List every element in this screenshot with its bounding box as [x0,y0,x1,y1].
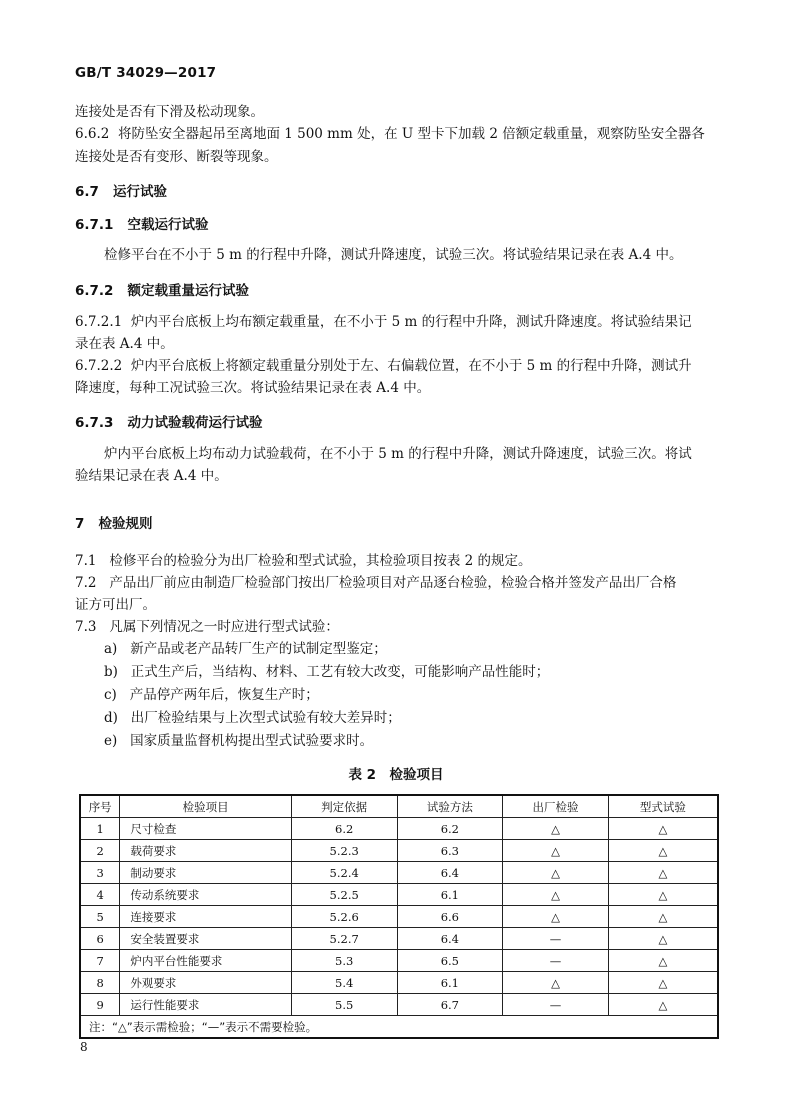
section-title: 运行试验 [113,184,168,200]
table-cell: 5.5 [291,994,397,1016]
section-6-7-3-heading [75,411,263,431]
table-cell: 6.1 [397,972,503,994]
column-header: 型式试验 [608,795,718,818]
table-cell: 6.3 [397,840,503,862]
table-row [80,862,718,884]
table-cell: 6.6 [397,906,503,928]
table-cell: 6.2 [291,818,397,840]
list-text: 新产品或老产品转厂生产的试制定型鉴定； [130,641,387,657]
section-title: 空载运行试验 [127,217,209,233]
paragraph-line: 连接处是否有变形、断裂等现象。 [75,149,278,165]
table-cell: △ [503,840,609,862]
list-text: 国家质量监督机构提出型式试验要求时。 [130,733,374,749]
clause-6-7-2-2 [75,355,692,377]
table-cell: △ [608,906,718,928]
clause-text: 炉内平台底板上均布额定载重量，在不小于 5 m 的行程中升降，测试升降速度。将试验结果记 [130,314,692,330]
table-cell: 安全装置要求 [120,928,291,950]
clause-number: 7.1 [75,553,97,569]
list-item [104,684,319,706]
table-row [80,972,718,994]
table-cell: △ [608,928,718,950]
table-cell: 6.2 [397,818,503,840]
column-header: 试验方法 [397,795,503,818]
table-cell: 3 [80,862,120,884]
clause-text: 炉内平台底板上将额定载重量分别处于左、右偏载位置，在不小于 5 m 的行程中升降，测试升 [130,358,692,374]
table-cell: 炉内平台性能要求 [120,950,291,972]
table-cell: 9 [80,994,120,1016]
table-cell: 5.2.4 [291,862,397,884]
table-caption: 表 2 检验项目 [348,767,444,783]
table-cell: — [503,950,609,972]
inspection-items-table [79,794,719,1039]
table-row [80,840,718,862]
table-cell: 制动要求 [120,862,291,884]
table-row [80,818,718,840]
clause-text: 凡属下列情况之一时应进行型式试验： [109,619,339,635]
table-cell: 7 [80,950,120,972]
section-number: 6.7.2 [75,283,114,299]
section-number: 6.7.1 [75,217,114,233]
table-row [80,994,718,1016]
clause-7-1 [75,550,532,572]
table-row [80,928,718,950]
table-cell: 6 [80,928,120,950]
table-cell: △ [503,818,609,840]
table-cell: △ [608,972,718,994]
paragraph-line: 录在表 A.4 中。 [75,336,174,352]
table-cell: 尺寸检查 [120,818,291,840]
table-cell: 5.2.3 [291,840,397,862]
list-item [104,638,387,660]
table-cell: 传动系统要求 [120,884,291,906]
table-cell: 6.4 [397,928,503,950]
paragraph-line: 降速度，每种工况试验三次。将试验结果记录在表 A.4 中。 [75,380,431,396]
table-cell: 外观要求 [120,972,291,994]
section-6-7-2-heading [75,279,249,299]
table-cell: 5 [80,906,120,928]
list-label: e) [104,733,118,749]
table-note-row [80,1016,718,1039]
section-6-7-1-heading [75,213,209,233]
table-cell: — [503,928,609,950]
section-number: 6.7 [75,184,99,200]
table-cell: — [503,994,609,1016]
clause-number: 7.3 [75,619,97,635]
table-cell: 连接要求 [120,906,291,928]
paragraph-line: 炉内平台底板上均布动力试验载荷，在不小于 5 m 的行程中升降，测试升降速度，试验三次。将试 [104,446,692,462]
table-cell: 6.5 [397,950,503,972]
table-cell: △ [608,818,718,840]
column-header: 检验项目 [120,795,291,818]
table-cell: △ [503,906,609,928]
list-item [104,707,401,729]
table-cell: △ [608,862,718,884]
table-cell: 载荷要求 [120,840,291,862]
column-header: 序号 [80,795,120,818]
list-label: a) [104,641,118,657]
clause-6-7-2-1 [75,311,692,333]
clause-7-3 [75,616,339,638]
table-row [80,950,718,972]
table-cell: 8 [80,972,120,994]
page-number: 8 [80,1040,88,1054]
list-item [104,730,373,752]
clause-6-6-2 [75,123,705,145]
table-cell: 5.4 [291,972,397,994]
table-cell: △ [503,862,609,884]
section-title: 检验规则 [98,516,153,532]
clause-text: 将防坠安全器起吊至离地面 1 500 mm 处，在 U 型卡下加载 2 倍额定载重量，观察防坠安全器各 [117,126,705,142]
list-label: d) [104,710,118,726]
table-cell: 1 [80,818,120,840]
paragraph-line: 连接处是否有下滑及松动现象。 [75,104,264,120]
table-cell: △ [608,950,718,972]
column-header: 判定依据 [291,795,397,818]
table-row [80,906,718,928]
table-cell: △ [608,840,718,862]
section-7-heading [75,512,153,532]
table-note: 注：“△”表示需检验；“—”表示不需要检验。 [80,1016,718,1039]
list-text: 正式生产后，当结构、材料、工艺有较大改变，可能影响产品性能时； [130,664,550,680]
standard-code-header: GB/T 34029—2017 [75,65,217,81]
table-cell: 2 [80,840,120,862]
clause-number: 6.7.2.2 [75,358,123,374]
paragraph-line: 验结果记录在表 A.4 中。 [75,468,228,484]
paragraph-line: 检修平台在不小于 5 m 的行程中升降，测试升降速度，试验三次。将试验结果记录在表 A.4 中。 [104,247,683,263]
list-item [104,661,549,683]
table-cell: 5.2.6 [291,906,397,928]
section-title: 动力试验载荷运行试验 [127,415,263,431]
table-cell: 5.2.5 [291,884,397,906]
table-cell: 4 [80,884,120,906]
table-cell: 6.4 [397,862,503,884]
section-number: 6.7.3 [75,415,114,431]
table-cell: △ [503,884,609,906]
table-cell: △ [503,972,609,994]
table-cell: △ [608,994,718,1016]
paragraph-line: 证方可出厂。 [75,597,156,613]
clause-number: 6.6.2 [75,126,110,142]
section-number: 7 [75,516,85,532]
table-cell: 5.3 [291,950,397,972]
table-row [80,884,718,906]
clause-number: 6.7.2.1 [75,314,123,330]
clause-number: 7.2 [75,575,97,591]
clause-7-2 [75,572,676,594]
list-text: 产品停产两年后，恢复生产时； [129,687,319,703]
column-header: 出厂检验 [503,795,609,818]
table-header-row [80,795,718,818]
table-cell: 5.2.7 [291,928,397,950]
list-text: 出厂检验结果与上次型式试验有较大差异时； [130,710,401,726]
table-cell: 运行性能要求 [120,994,291,1016]
table-cell: △ [608,884,718,906]
table-cell: 6.7 [397,994,503,1016]
list-label: b) [104,664,118,680]
table-cell: 6.1 [397,884,503,906]
clause-text: 检修平台的检验分为出厂检验和型式试验，其检验项目按表 2 的规定。 [109,553,532,569]
list-label: c) [104,687,117,703]
section-title: 额定载重量运行试验 [127,283,250,299]
section-6-7-heading [75,180,167,200]
clause-text: 产品出厂前应由制造厂检验部门按出厂检验项目对产品逐台检验，检验合格并签发产品出厂合格 [109,575,677,591]
